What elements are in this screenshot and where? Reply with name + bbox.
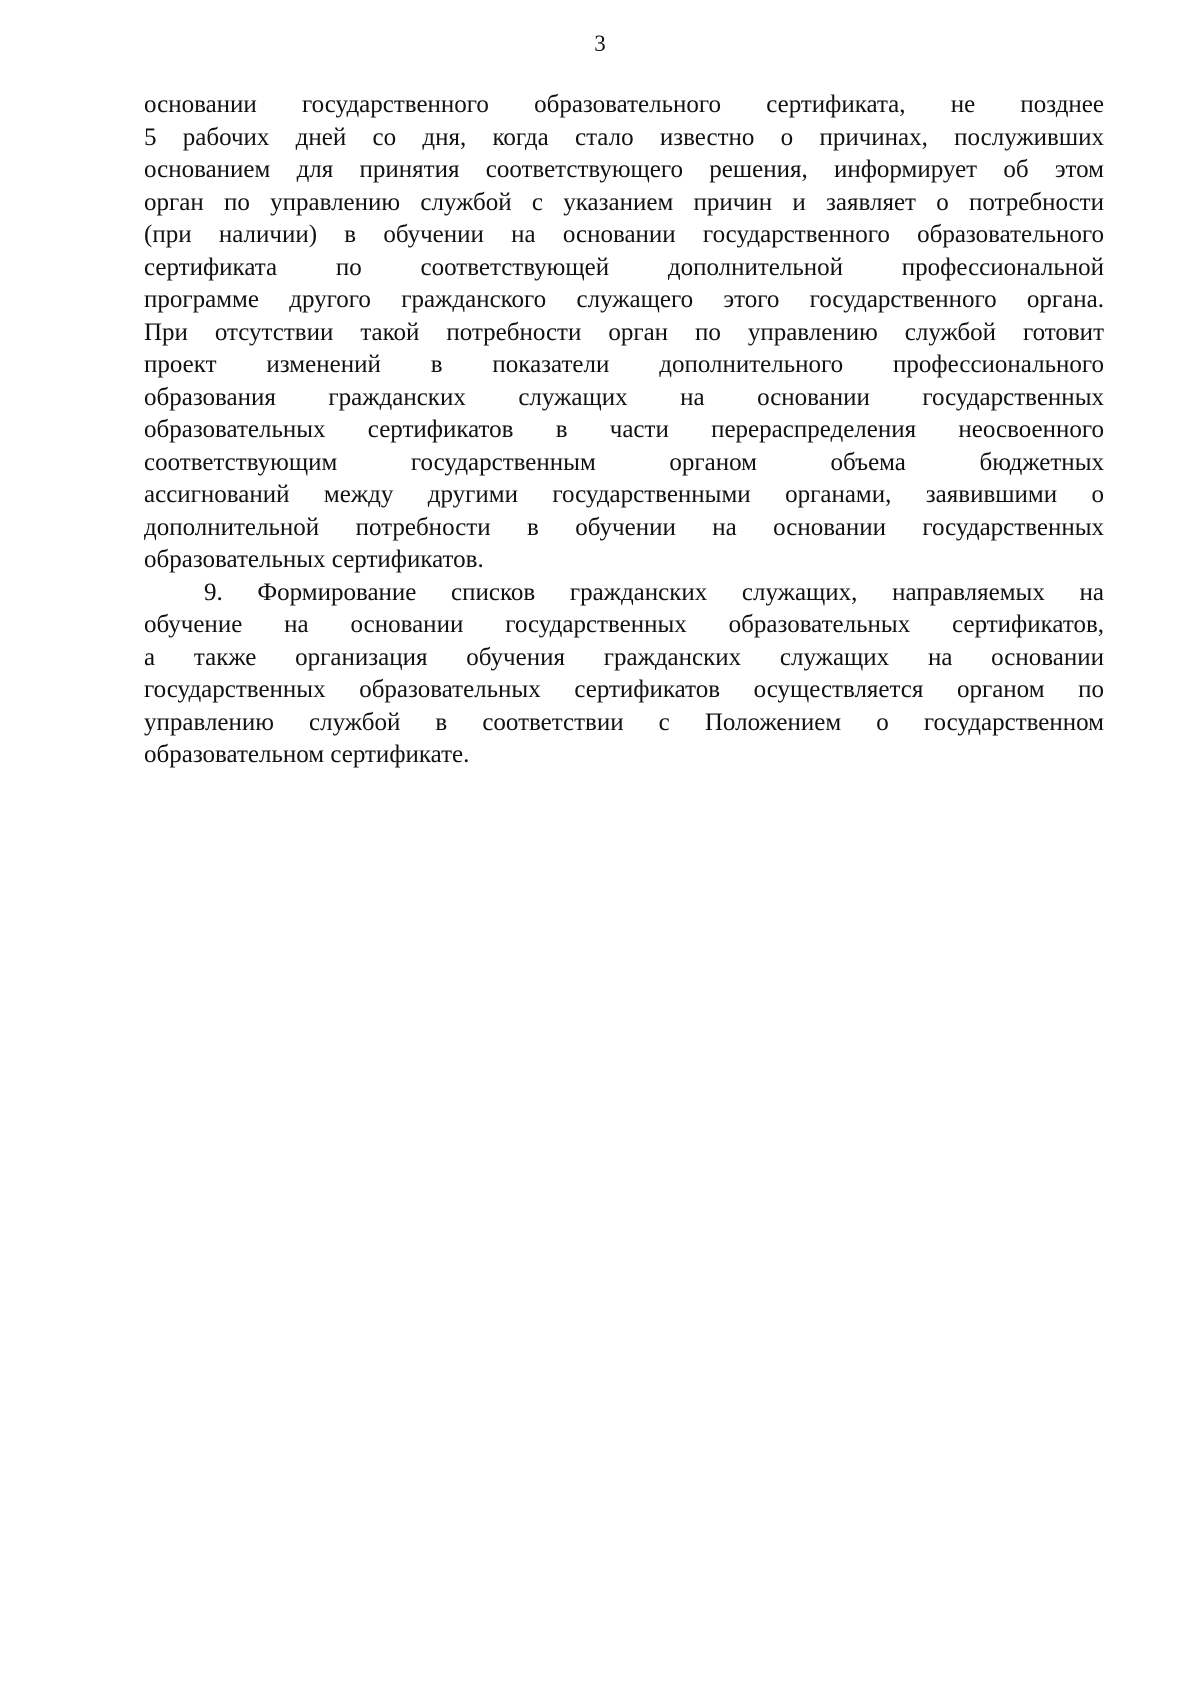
text-line: При отсутствии такой потребности орган по управлению службой готовит (144, 318, 1104, 346)
text-line: образовательных сертификатов. (144, 546, 484, 573)
text-line: государственных образовательных сертификатов осуществляется органом по (144, 676, 1104, 703)
text-line: а также организация обучения гражданских служащих на основании (144, 643, 1104, 671)
text-line: (при наличии) в обучении на основании государственного образовательного (144, 221, 1104, 248)
text-line: ассигнований между другими государственными органами, заявившими о (144, 481, 1104, 508)
page-number: 3 (594, 31, 606, 56)
text-line: управлению службой в соответствии с Положением о государственном (144, 708, 1104, 736)
text-line: основанием для принятия соответствующего решения, информирует об этом (144, 156, 1104, 183)
text-line: программе другого гражданского служащего этого государственного органа. (144, 286, 1104, 313)
text-line: основании государственного образовательного сертификата, не позднее (144, 91, 1104, 118)
text-line: 9. Формирование списков гражданских служащих, направляемых на (204, 578, 1104, 606)
text-line: образовательном сертификате. (144, 741, 470, 768)
text-line: образовательных сертификатов в части перераспределения неосвоенного (144, 416, 1104, 443)
text-line: проект изменений в показатели дополнительного профессионального (144, 351, 1104, 378)
paragraph-continuation (144, 89, 1104, 577)
text-line: 5 рабочих дней со дня, когда стало известно о причинах, послуживших (144, 123, 1104, 151)
text-line: соответствующим государственным органом объема бюджетных (144, 448, 1104, 476)
paragraph-item-9 (144, 577, 1104, 772)
text-line: образования гражданских служащих на основании государственных (144, 383, 1104, 411)
text-line: дополнительной потребности в обучении на основании государственных (144, 513, 1104, 541)
body-text (144, 89, 1104, 772)
text-line: обучение на основании государственных образовательных сертификатов, (144, 611, 1104, 638)
text-line: сертификата по соответствующей дополнительной профессиональной (144, 253, 1104, 281)
text-line: орган по управлению службой с указанием причин и заявляет о потребности (144, 188, 1104, 216)
